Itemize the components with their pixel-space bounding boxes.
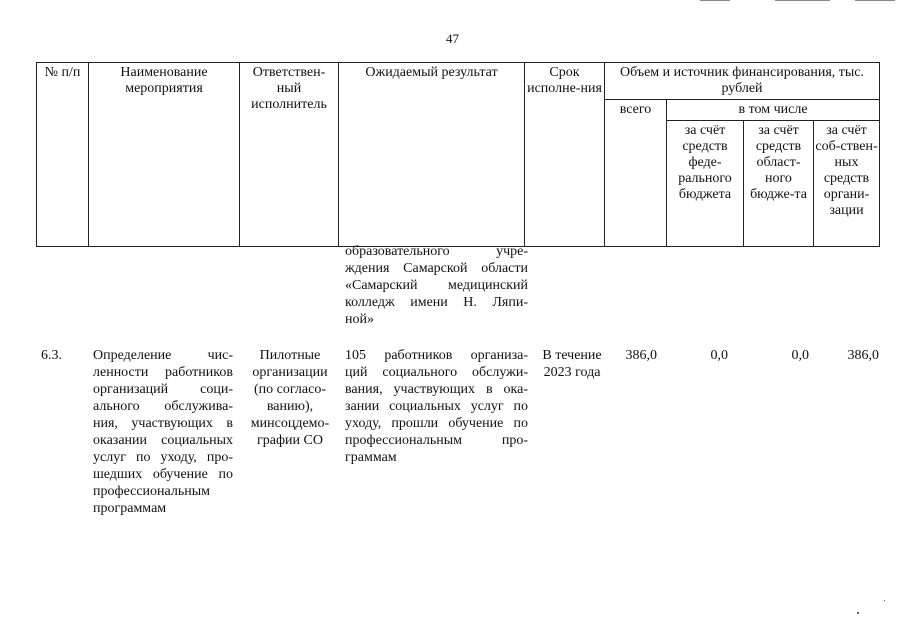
text-line: услуг по уходу, про- xyxy=(93,450,233,465)
scan-speck xyxy=(857,612,859,614)
text-line: граммам xyxy=(345,450,397,465)
text-line: Пилотные xyxy=(259,348,321,363)
scan-mark xyxy=(855,0,895,1)
text-line: ального обслужива- xyxy=(93,399,233,414)
header-federal: за счёт средств феде-рального бюджета xyxy=(667,121,744,247)
row-total: 386,0 xyxy=(625,348,657,363)
row-term xyxy=(534,347,610,381)
header-own: за счёт соб-ствен-ных средств органи-зации xyxy=(814,121,880,247)
text-line: ной» xyxy=(345,312,374,327)
header-no: № п/п xyxy=(37,63,89,247)
page-number: 47 xyxy=(446,31,459,46)
text-line: шедших обучение по xyxy=(93,467,233,482)
row-name xyxy=(93,347,233,517)
header-responsible: Ответствен-ный исполнитель xyxy=(240,63,339,247)
scan-speck xyxy=(884,600,885,601)
header-total: всего xyxy=(605,100,667,247)
text-line: В течение xyxy=(542,348,602,363)
text-line: (по согласо- xyxy=(254,382,326,397)
header-including: в том числе xyxy=(667,100,880,121)
text-line: зании социальных услуг по xyxy=(345,399,528,414)
text-line: 105 работников организа- xyxy=(345,348,528,363)
header-funding: Объем и источник финансирования, тыс. рублей xyxy=(605,63,880,100)
header-name: Наименование мероприятия xyxy=(89,63,240,247)
text-line: программам xyxy=(93,501,167,516)
text-line: «Самарский медицинский xyxy=(345,278,528,293)
header-result: Ожидаемый результат xyxy=(339,63,525,247)
row-own: 386,0 xyxy=(847,348,879,363)
row-regional: 0,0 xyxy=(791,348,809,363)
header-regional: за счёт средств област-ного бюдже-та xyxy=(744,121,814,247)
row-number: 6.3. xyxy=(41,348,62,363)
text-line: Определение чис- xyxy=(93,348,233,363)
text-line: ния, участвующих в xyxy=(93,416,233,431)
scan-mark xyxy=(700,0,730,1)
row-result xyxy=(345,347,528,466)
header-term: Срок исполне-ния xyxy=(525,63,605,247)
text-line: уходу, прошли обучение по xyxy=(345,416,528,431)
text-line: минсоцдемо- xyxy=(250,416,330,431)
table-header xyxy=(36,62,880,247)
text-line: образовательного учре- xyxy=(345,244,528,259)
text-line: ций социального обслужи- xyxy=(345,365,528,380)
text-line: ванию), xyxy=(266,399,314,414)
text-line: 2023 года xyxy=(543,365,601,380)
scan-mark xyxy=(775,0,830,1)
text-line: колледж имени Н. Ляпи- xyxy=(345,295,528,310)
row-responsible xyxy=(242,347,338,449)
text-line: ленности работников xyxy=(93,365,233,380)
text-line: графии СО xyxy=(257,433,323,448)
row-federal: 0,0 xyxy=(710,348,728,363)
text-line: организаций соци- xyxy=(93,382,233,397)
continuation-text xyxy=(345,243,528,328)
text-line: ждения Самарской области xyxy=(345,261,528,276)
text-line: организации xyxy=(252,365,328,380)
text-line: вания, участвующих в ока- xyxy=(345,382,528,397)
text-line: профессиональным xyxy=(93,484,211,499)
text-line: оказании социальных xyxy=(93,433,233,448)
text-line: профессиональным про- xyxy=(345,433,528,448)
